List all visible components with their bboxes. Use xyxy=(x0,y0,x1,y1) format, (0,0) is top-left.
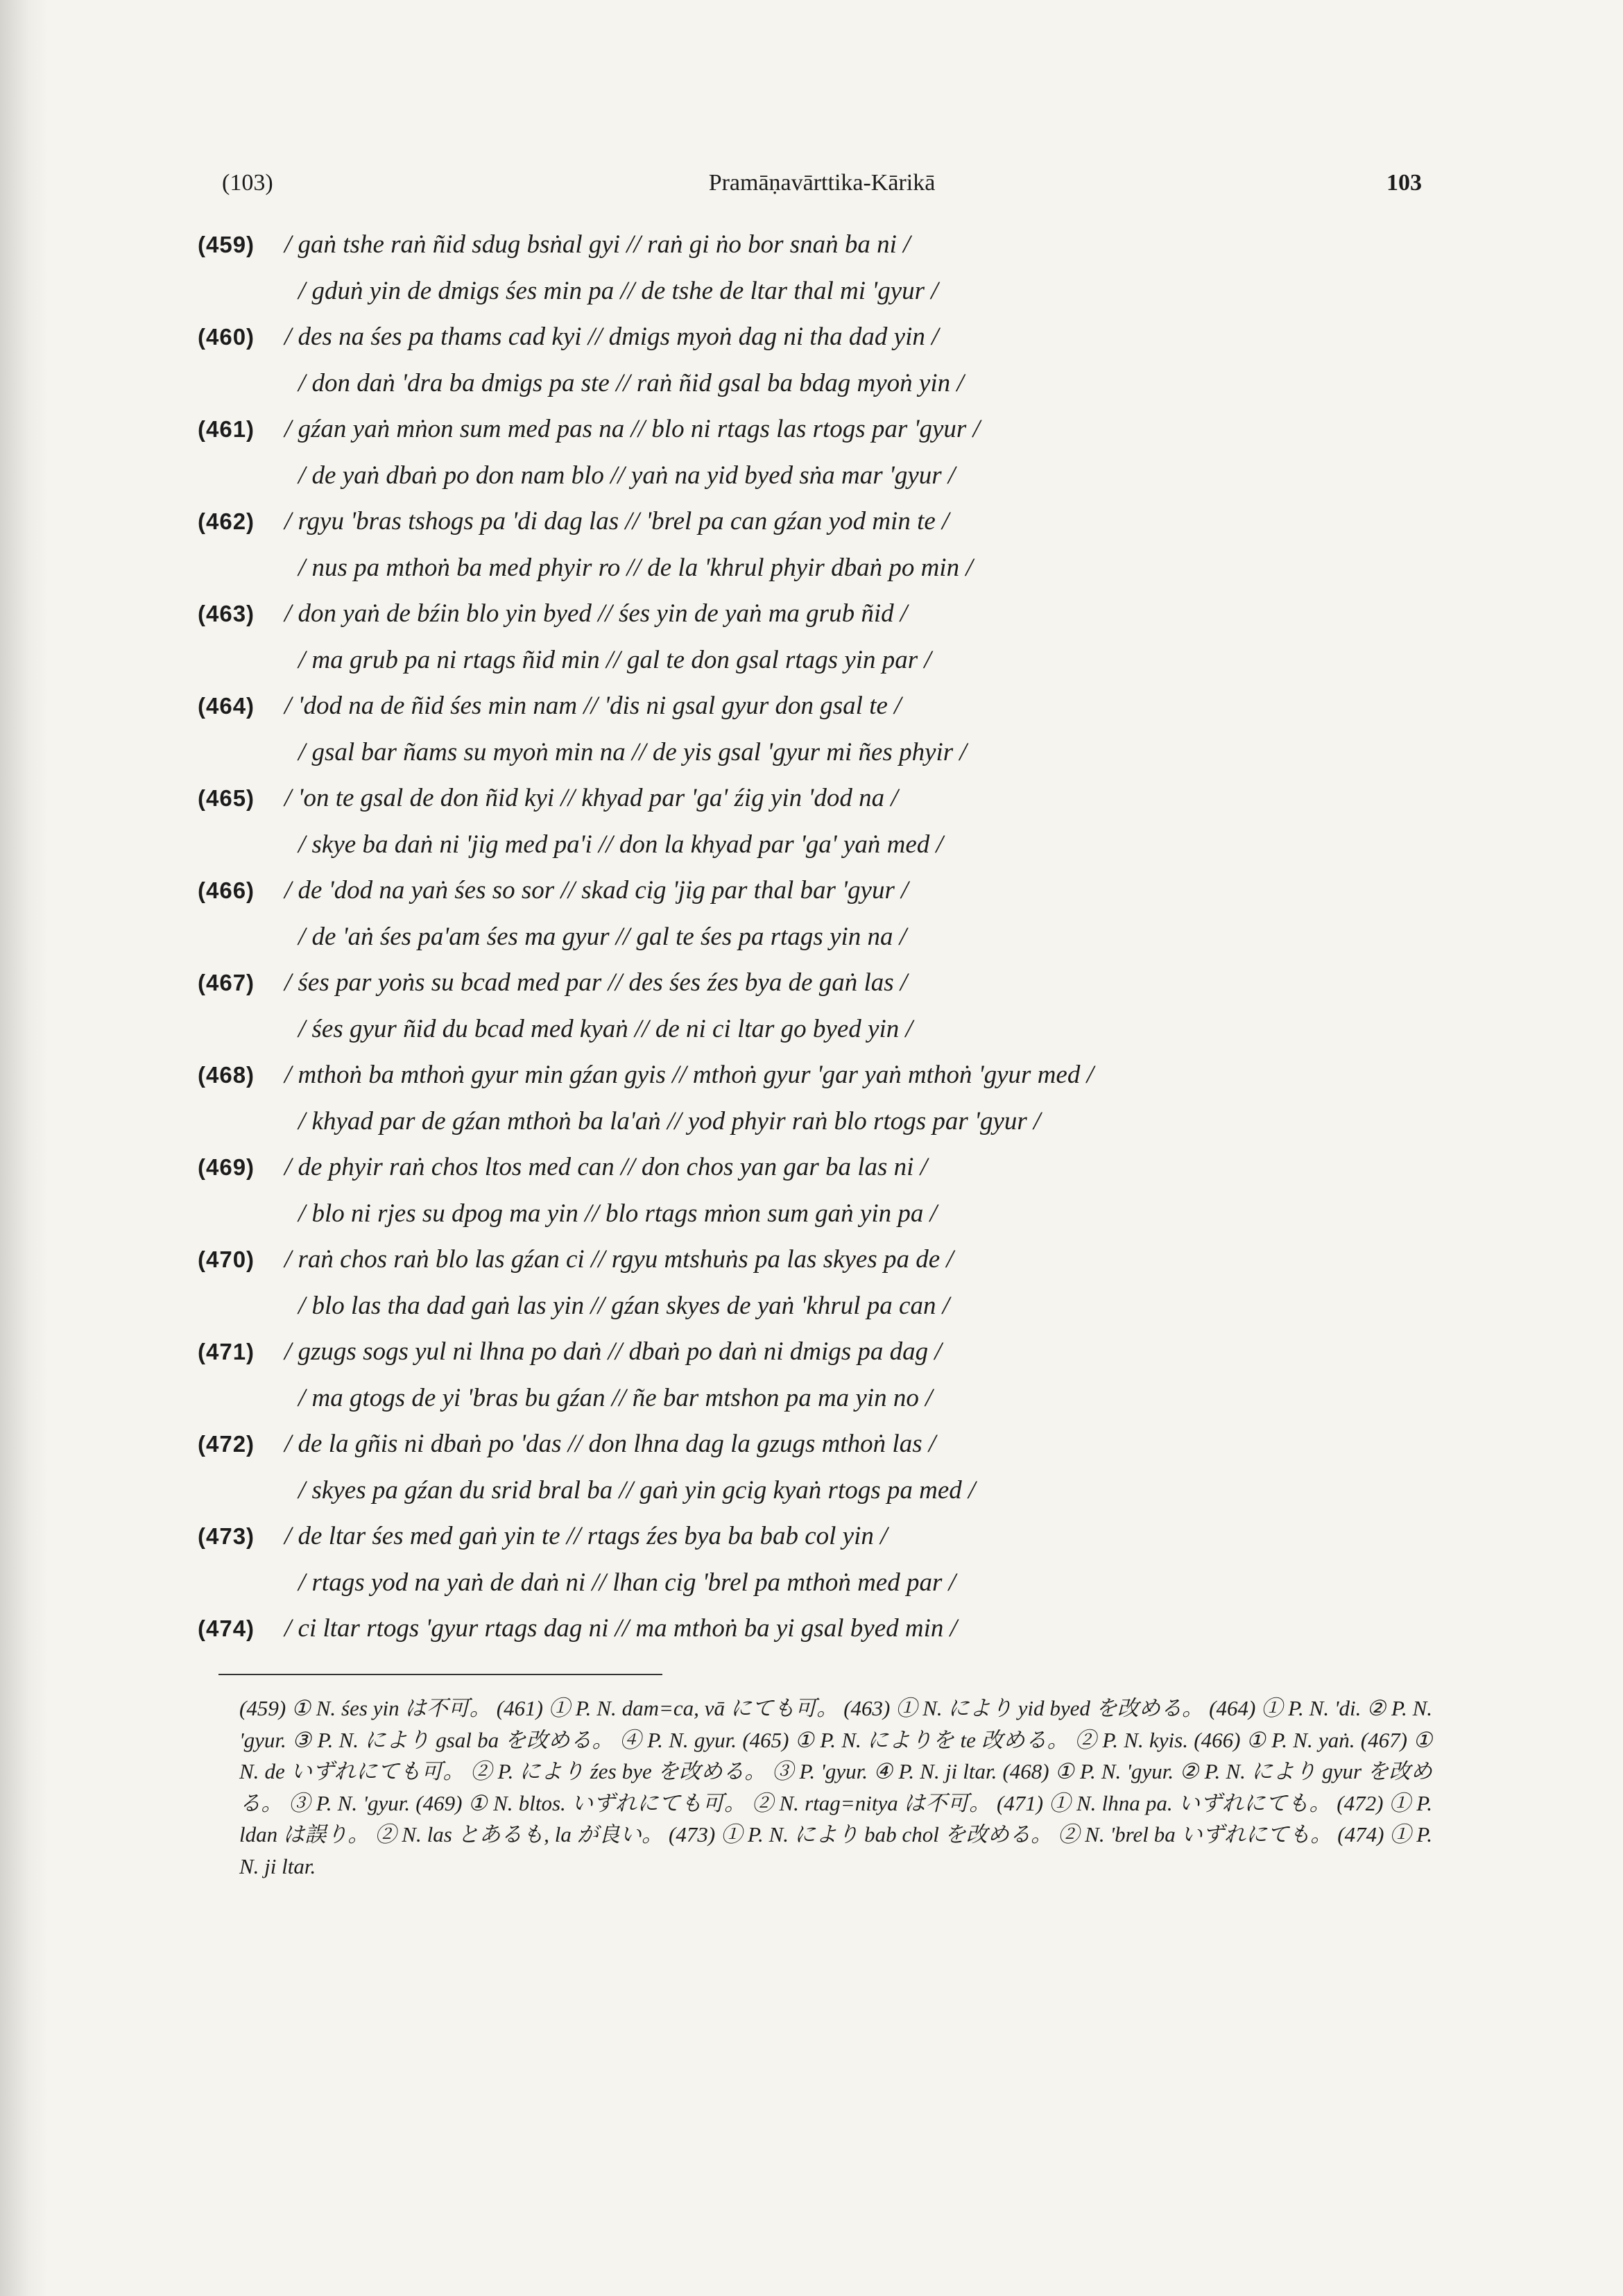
verse-text: / rtags yod na yaṅ de daṅ ni // lhan cig 'brel pa mthoṅ med par / xyxy=(298,1568,956,1597)
verse-number: (469) xyxy=(198,1154,255,1180)
verse-number: (470) xyxy=(198,1246,255,1272)
verse-line xyxy=(198,453,1460,499)
verse-line xyxy=(198,1421,1460,1468)
verse-text: / 'dod na de ñid śes min nam // 'dis ni gsal gyur don gsal te / xyxy=(284,692,902,720)
verse-text: / nus pa mthoṅ ba med phyir ro // de la 'khrul phyir dbaṅ po min / xyxy=(298,553,973,582)
verse-text: / de 'aṅ śes pa'am śes ma gyur // gal te śes pa rtags yin na / xyxy=(298,922,907,951)
verse-number: (464) xyxy=(198,693,255,719)
verse-line xyxy=(198,545,1460,592)
verse-line xyxy=(198,1560,1460,1607)
verse-line xyxy=(198,1376,1460,1422)
verse-text: / rgyu 'bras tshogs pa 'di dag las // 'brel pa can gźan yod min te / xyxy=(284,507,950,536)
verse-text: / de phyir raṅ chos ltos med can // don chos yan gar ba las ni / xyxy=(284,1153,927,1181)
verse-line xyxy=(198,268,1460,315)
verse-text: / ma grub pa ni rtags ñid min // gal te don gsal rtags yin par / xyxy=(298,645,931,674)
verse-line xyxy=(198,637,1460,684)
verse-text: / don daṅ 'dra ba dmigs pa ste // raṅ ñid gsal ba bdag myoṅ yin / xyxy=(298,368,964,397)
verse-number: (460) xyxy=(198,324,255,350)
footnotes: (459) ① N. śes yin は不可。 (461) ① P. N. dam=ca, vā にても可。 (463) ① N. により yid byed を改める。 (464) ① P. N. 'di. ② P. N. 'gyur. ③ P. N. により gsal ba を改める。 ④ P. N. gyur. (465) ① P. N. によりを te 改める。 ② P. N. kyis. (466) ① P. N. yaṅ. (467) ① N. de いずれにても可。 ② P. により źes bye を改める。 ③ P. 'gyur. ④ P. N. ji ltar. (468) ① P. N. 'gyur. ② P. N. により gyur を改める。 ③ P. N. 'gyur. (469) ① N. bltos. いずれにても可。 ② N. rtag=nitya は不可。 (471) ① N. lhna pa. いずれにても。 (472) ① P. ldan は誤り。 ② N. las とあるも, la が良い。 (473) ① P. N. により bab chol を改める。 ② N. 'brel ba いずれにても。 (474) ① P. N. ji ltar. xyxy=(239,1696,1432,1878)
verse-text: / blo ni rjes su dpog ma yin // blo rtags mṅon sum gaṅ yin pa / xyxy=(298,1199,937,1228)
page-edge-shadow xyxy=(0,0,49,2296)
verse-line xyxy=(198,406,1460,453)
verse-line xyxy=(198,1514,1460,1560)
verse-text: / de yaṅ dbaṅ po don nam blo // yaṅ na yid byed sṅa mar 'gyur / xyxy=(298,461,956,490)
verse-text: / 'on te gsal de don ñid kyi // khyad par 'ga' źig yin 'dod na / xyxy=(284,784,898,812)
verse-number: (472) xyxy=(198,1431,255,1457)
verse-line xyxy=(198,499,1460,545)
verse-text: / gźan yaṅ mṅon sum med pas na // blo ni rtags las rtogs par 'gyur / xyxy=(284,415,980,443)
verse-text: / blo las tha dad gaṅ las yin // gźan skyes de yaṅ 'khrul pa can / xyxy=(298,1291,950,1320)
verse-line xyxy=(198,1283,1460,1330)
verse-block xyxy=(198,222,1460,1652)
verse-text: / gduṅ yin de dmigs śes min pa // de tshe de ltar thal mi 'gyur / xyxy=(298,276,938,305)
verse-text: / ci ltar rtogs 'gyur rtags dag ni // ma mthoṅ ba yi gsal byed min / xyxy=(284,1614,957,1643)
verse-text: / śes par yoṅs su bcad med par // des śes źes bya de gaṅ las / xyxy=(284,968,908,997)
verse-line xyxy=(198,1145,1460,1191)
verse-number: (459) xyxy=(198,232,255,257)
verse-number: (473) xyxy=(198,1523,255,1549)
verse-text: / gsal bar ñams su myoṅ min na // de yis gsal 'gyur mi ñes phyir / xyxy=(298,737,967,766)
verse-number: (467) xyxy=(198,970,255,995)
header-title: Pramāṇavārttika-Kārikā xyxy=(708,170,936,196)
verse-number: (466) xyxy=(198,877,255,903)
verse-number: (465) xyxy=(198,785,255,811)
verse-text: / gzugs sogs yul ni lhna po daṅ // dbaṅ po daṅ ni dmigs pa dag / xyxy=(284,1337,942,1366)
verse-line xyxy=(198,822,1460,868)
verse-line xyxy=(198,730,1460,776)
verse-line xyxy=(198,776,1460,822)
verse-text: / des na śes pa thams cad kyi // dmigs myoṅ dag ni tha dad yin / xyxy=(284,323,939,351)
verse-text: / skye ba daṅ ni 'jig med pa'i // don la khyad par 'ga' yaṅ med / xyxy=(298,830,943,859)
header-page-number: 103 xyxy=(1386,170,1422,196)
verse-line xyxy=(198,361,1460,407)
verse-line xyxy=(198,683,1460,730)
verse-line xyxy=(198,222,1460,268)
verse-line xyxy=(198,1468,1460,1514)
verse-number: (471) xyxy=(198,1339,255,1364)
footnote-rule xyxy=(218,1674,662,1675)
running-head xyxy=(222,170,1422,205)
verse-text: / de ltar śes med gaṅ yin te // rtags źes bya ba bab col yin / xyxy=(284,1522,888,1550)
verse-number: (463) xyxy=(198,601,255,626)
header-left-number: (103) xyxy=(222,170,273,196)
verse-line xyxy=(198,1099,1460,1145)
verse-line xyxy=(198,868,1460,914)
verse-text: / gaṅ tshe raṅ ñid sdug bsṅal gyi // raṅ gi ṅo bor snaṅ ba ni / xyxy=(284,230,911,259)
verse-text: / skyes pa gźan du srid bral ba // gaṅ yin gcig kyaṅ rtogs pa med / xyxy=(298,1475,976,1505)
verse-line xyxy=(198,960,1460,1006)
verse-line xyxy=(198,1006,1460,1053)
verse-line xyxy=(198,314,1460,361)
verse-line xyxy=(198,1329,1460,1376)
verse-text: / ma gtogs de yi 'bras bu gźan // ñe bar mtshon pa ma yin no / xyxy=(298,1383,933,1412)
verse-text: / de 'dod na yaṅ śes so sor // skad cig 'jig par thal bar 'gyur / xyxy=(284,876,909,905)
verse-text: / śes gyur ñid du bcad med kyaṅ // de ni ci ltar go byed yin / xyxy=(298,1014,913,1043)
verse-text: / don yaṅ de bźin blo yin byed // śes yin de yaṅ ma grub ñid / xyxy=(284,599,908,628)
verse-number: (474) xyxy=(198,1616,255,1641)
verse-text: / mthoṅ ba mthoṅ gyur min gźan gyis // mthoṅ gyur 'gar yaṅ mthoṅ 'gyur med / xyxy=(284,1061,1094,1089)
verse-text: / khyad par de gźan mthoṅ ba la'aṅ // yod phyir raṅ blo rtogs par 'gyur / xyxy=(298,1106,1041,1136)
verse-line xyxy=(198,1052,1460,1099)
verse-number: (468) xyxy=(198,1062,255,1088)
verse-line xyxy=(198,1606,1460,1652)
verse-line xyxy=(198,591,1460,637)
verse-line xyxy=(198,1191,1460,1237)
verse-line xyxy=(198,1237,1460,1283)
verse-number: (462) xyxy=(198,508,255,534)
verse-line xyxy=(198,914,1460,961)
verse-text: / raṅ chos raṅ blo las gźan ci // rgyu mtshuṅs pa las skyes pa de / xyxy=(284,1245,954,1274)
verse-text: / de la gñis ni dbaṅ po 'das // don lhna dag la gzugs mthoṅ las / xyxy=(284,1430,936,1458)
verse-number: (461) xyxy=(198,416,255,442)
